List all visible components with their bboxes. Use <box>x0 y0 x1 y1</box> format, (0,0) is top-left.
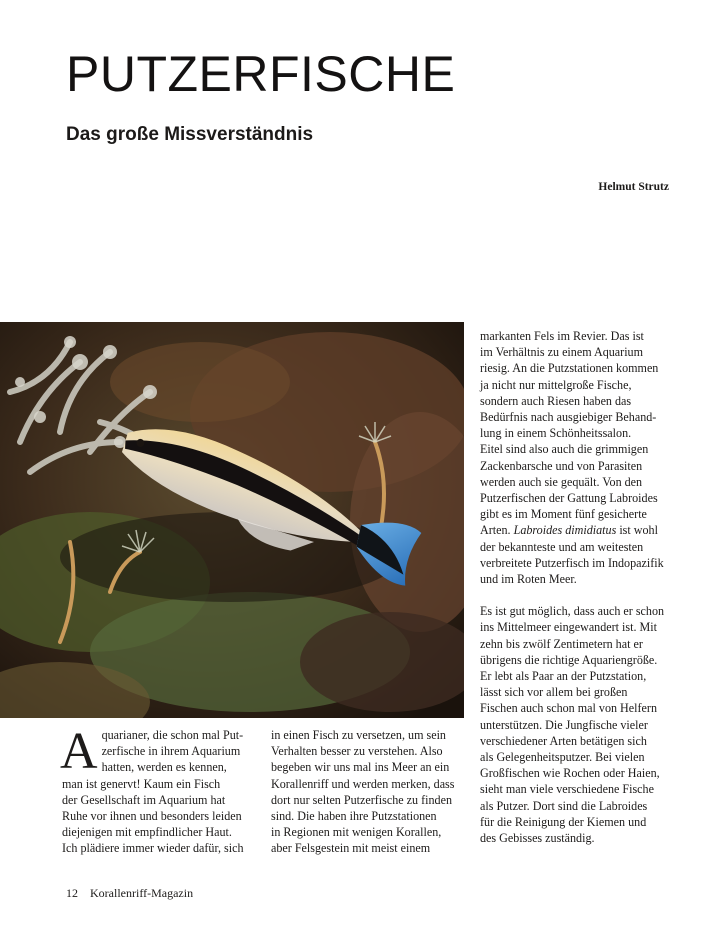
text-fragment: Arten. <box>480 523 514 538</box>
text-line: unterstützen. Die Jungfische vieler <box>480 717 648 732</box>
text-line: hatten, werden es kennen, <box>101 760 227 775</box>
text-line: und im Roten Meer. <box>480 572 577 587</box>
text-line: für die Reinigung der Kiemen und <box>480 814 647 829</box>
page-footer <box>66 886 193 900</box>
text-line: lässt sich vor allem bei großen <box>480 685 628 700</box>
drop-cap: A <box>60 723 98 780</box>
text-line: im Verhältnis zu einem Aquarium <box>480 345 644 360</box>
text-line: in Regionen mit wenigen Korallen, <box>271 825 442 840</box>
text-line: Eitel sind also auch die grimmigen <box>480 442 649 457</box>
text-line: verbreitete Putzerfisch im Indopazifik <box>480 555 664 570</box>
text-line: verschiedener Arten betätigen sich <box>480 733 647 748</box>
text-line: markanten Fels im Revier. Das ist <box>480 329 644 343</box>
article-subtitle: Das große Missverständnis <box>66 124 314 145</box>
text-line: ja nicht nur mittelgroße Fische, <box>480 377 632 392</box>
text-fragment: ist wohl <box>616 523 658 538</box>
photo-illustration <box>0 322 464 718</box>
text-line: sieht man viele verschiedene Fische <box>480 782 654 797</box>
text-line: Großfischen wie Rochen oder Haien, <box>480 766 660 781</box>
text-line: Korallenriff und werden merken, dass <box>271 776 455 791</box>
text-line: quarianer, die schon mal Put- <box>101 728 244 742</box>
article-column-3 <box>480 328 674 846</box>
paragraph-gap <box>480 587 674 603</box>
text-line: Putzerfischen der Gattung Labroides <box>480 491 658 506</box>
text-line: man ist genervt! Kaum ein Fisch <box>62 776 221 791</box>
text-line: Zackenbarsche und von Parasiten <box>480 458 643 473</box>
article-title: PUTZERFISCHE <box>66 46 456 102</box>
cleaner-wrasse-photo <box>0 322 464 718</box>
author-byline: Helmut Strutz <box>598 181 669 193</box>
text-line: übrigens die richtige Aquariengröße. <box>480 652 658 667</box>
text-line: der bekannteste und am weitesten <box>480 539 644 554</box>
text-line: diejenigen mit empfindlicher Haut. <box>62 825 232 840</box>
text-line: begeben wir uns mal ins Meer an ein <box>271 760 450 775</box>
text-line: gibt es im Moment fünf gesicherte <box>480 507 647 522</box>
text-line: werden auch sie gequält. Von den <box>480 474 643 489</box>
text-line: sind. Die haben ihre Putzstationen <box>271 809 437 824</box>
text-line: als Putzer. Dort sind die Labroides <box>480 798 648 813</box>
text-line: lung in einem Schönheitssalon. <box>480 426 632 441</box>
text-line: der Gesellschaft im Aquarium hat <box>62 792 226 807</box>
article-column-1 <box>60 723 256 857</box>
text-line: Verhalten besser zu verstehen. Also <box>271 744 443 759</box>
text-line: Fischen auch schon mal von Helfern <box>480 701 657 716</box>
text-line: Ruhe vor ihnen und besonders leiden <box>62 809 242 824</box>
text-line-species <box>480 522 674 538</box>
text-line: dort nur selten Putzerfische zu finden <box>271 792 453 807</box>
text-line: Es ist gut möglich, dass auch er schon <box>480 604 665 619</box>
text-line: des Gebisses zuständig. <box>480 831 595 846</box>
text-line: aber Felsgestein mit meist einem <box>271 841 431 856</box>
text-line: als Gelegenheitsputzer. Bei vielen <box>480 750 645 765</box>
text-line: Er lebt als Paar an der Putzstation, <box>480 669 647 684</box>
species-name: Labroides dimidiatus <box>513 523 617 538</box>
text-line: sondern auch Riesen haben das <box>480 393 632 408</box>
magazine-name: Korallenriff-Magazin <box>90 886 194 900</box>
text-line: Ich plädiere immer wieder dafür, sich <box>62 841 244 856</box>
article-column-2 <box>271 727 465 857</box>
text-line: zerfische in ihrem Aquarium <box>101 744 241 759</box>
page-number: 12 <box>66 886 78 900</box>
text-line: in einen Fisch zu versetzen, um sein <box>271 728 446 742</box>
text-line: riesig. An die Putzstationen kommen <box>480 361 659 376</box>
text-line: Bedürfnis nach ausgiebiger Behand- <box>480 410 657 425</box>
text-line: ins Mittelmeer eingewandert ist. Mit <box>480 620 658 635</box>
text-line: zehn bis zwölf Zentimetern hat er <box>480 636 643 651</box>
